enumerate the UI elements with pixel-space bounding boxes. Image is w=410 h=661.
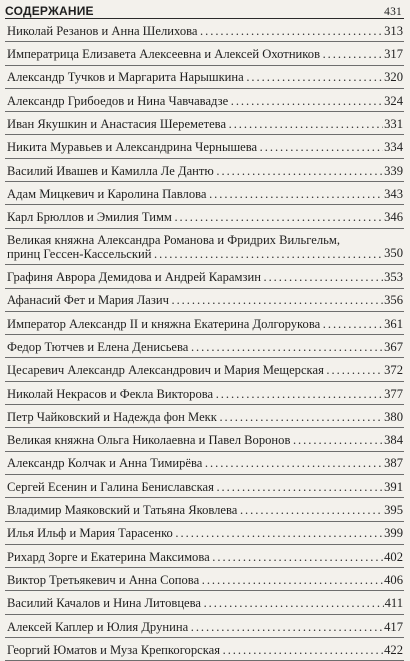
running-header	[5, 0, 404, 19]
toc-entry	[5, 498, 404, 521]
toc-entry-title: Карл Брюллов и Эмилия Тимм . . .	[7, 210, 383, 224]
toc-entry-page: 343	[384, 186, 403, 201]
toc-entry	[5, 229, 404, 266]
toc-entry	[5, 265, 404, 288]
toc-entry-title: Виктор Третьякевич и Анна Сопова . . .	[7, 573, 383, 587]
header-page-number: 431	[384, 6, 402, 18]
toc-entry-page: 399	[384, 526, 403, 541]
toc-entry-title: Александр Колчак и Анна Тимирёва . . .	[7, 456, 383, 470]
toc-entry-title: Никита Муравьев и Александрина Чернышева . . .	[7, 140, 383, 154]
toc-entry-title: Петр Чайковский и Надежда фон Мекк . . .	[7, 410, 383, 424]
toc-entry	[5, 205, 404, 228]
toc-entry-page: 317	[384, 47, 403, 62]
toc-entry-page: 356	[384, 293, 403, 308]
toc-entry-title: Георгий Юматов и Муза Крепкогорская . . .	[7, 643, 383, 657]
toc-entry	[5, 112, 404, 135]
toc-entry-title: Иван Якушкин и Анастасия Шереметева . . .	[7, 117, 383, 131]
toc-entry-title: Рихард Зорге и Екатерина Максимова . . .	[7, 550, 383, 564]
toc-entry-page: 331	[384, 116, 403, 131]
toc-entry	[5, 405, 404, 428]
toc-entry-title: Алексей Каплер и Юлия Друнина . . .	[7, 620, 383, 634]
toc-entry	[5, 591, 404, 614]
toc-entry-title: Императрица Елизавета Алексеевна и Алексей Охотников . . .	[7, 47, 383, 61]
toc-entry	[5, 312, 404, 335]
toc-entry-title: Николай Резанов и Анна Шелихова . . .	[7, 24, 383, 38]
toc-entry-title: Федор Тютчев и Елена Денисьева . . .	[7, 340, 383, 354]
toc-entry-title	[7, 233, 383, 261]
toc-entry-title: Илья Ильф и Мария Тарасенко . . .	[7, 526, 383, 540]
toc-entry-page: 377	[384, 386, 403, 401]
toc-entry-page: 372	[384, 363, 403, 378]
toc-entry	[5, 358, 404, 381]
toc-entry-title: Адам Мицкевич и Каролина Павлова . . .	[7, 187, 383, 201]
header-title: СОДЕРЖАНИЕ	[5, 4, 94, 18]
toc-entry	[5, 545, 404, 568]
toc-entry-page: 320	[384, 70, 403, 85]
toc-entry-title: Император Александр II и княжна Екатерина Долгорукова . . .	[7, 317, 383, 331]
toc-entry	[5, 182, 404, 205]
toc-entry-title: Графиня Аврора Демидова и Андрей Карамзин . . .	[7, 270, 383, 284]
toc-entry-page: 339	[384, 163, 403, 178]
toc-entry	[5, 452, 404, 475]
toc-entry	[5, 428, 404, 451]
toc-entry-page: 417	[384, 619, 403, 634]
toc-entry-page: 361	[384, 316, 403, 331]
toc-entry-title: Владимир Маяковский и Татьяна Яковлева . . .	[7, 503, 383, 517]
toc-entry-title-line2: принц Гессен-Кассельский . . .	[7, 247, 383, 261]
toc-entry-page: 391	[384, 479, 403, 494]
toc-entry-page: 367	[384, 339, 403, 354]
toc-entry-page: 387	[384, 456, 403, 471]
toc-entry-title: Сергей Есенин и Галина Бениславская . . .	[7, 480, 383, 494]
toc-entry-title: Василий Ивашев и Камилла Ле Дантю . . .	[7, 164, 383, 178]
toc-entry-title-line1: Великая княжна Александра Романова и Фридрих Вильгельм,	[7, 232, 341, 247]
toc-entry	[5, 289, 404, 312]
toc-entry-page: 395	[384, 503, 403, 518]
toc-entry-title: Николай Некрасов и Фекла Викторова . . .	[7, 387, 383, 401]
toc-entry-page: 350	[384, 246, 403, 261]
toc-entry-title: Александр Грибоедов и Нина Чавчавадзе . . .	[7, 94, 383, 108]
toc-entry	[5, 66, 404, 89]
toc-entry-page: 406	[384, 572, 403, 587]
toc-entry-title: Василий Качалов и Нина Литовцева . . .	[7, 596, 384, 610]
toc-entry-title: Александр Тучков и Маргарита Нарышкина . . .	[7, 70, 383, 84]
toc-entry	[5, 522, 404, 545]
toc-entry-title: Афанасий Фет и Мария Лазич . . .	[7, 293, 383, 307]
toc-entry-page: 353	[384, 270, 403, 285]
toc-entry	[5, 475, 404, 498]
toc-entry	[5, 335, 404, 358]
toc-entry	[5, 89, 404, 112]
toc-entry	[5, 19, 404, 42]
toc-entry-title: Великая княжна Ольга Николаевна и Павел Воронов . . .	[7, 433, 383, 447]
toc-entry-page: 411	[384, 596, 403, 611]
toc-entry	[5, 568, 404, 591]
toc-entry-page: 334	[384, 140, 403, 155]
toc-entry-page: 384	[384, 433, 403, 448]
toc-entry-page: 324	[384, 93, 403, 108]
toc-entry-page: 380	[384, 409, 403, 424]
toc-entry	[5, 382, 404, 405]
toc-entry-page: 422	[384, 642, 403, 657]
toc-entry-page: 402	[384, 549, 403, 564]
toc-entry	[5, 159, 404, 182]
toc-entry-page: 346	[384, 210, 403, 225]
toc-entry	[5, 135, 404, 158]
toc-entry-page: 313	[384, 23, 403, 38]
table-of-contents	[5, 19, 404, 661]
toc-entry	[5, 615, 404, 638]
toc-entry	[5, 42, 404, 65]
toc-entry	[5, 638, 404, 661]
toc-entry-title: Цесаревич Александр Александрович и Мария Мещерская . . .	[7, 363, 383, 377]
